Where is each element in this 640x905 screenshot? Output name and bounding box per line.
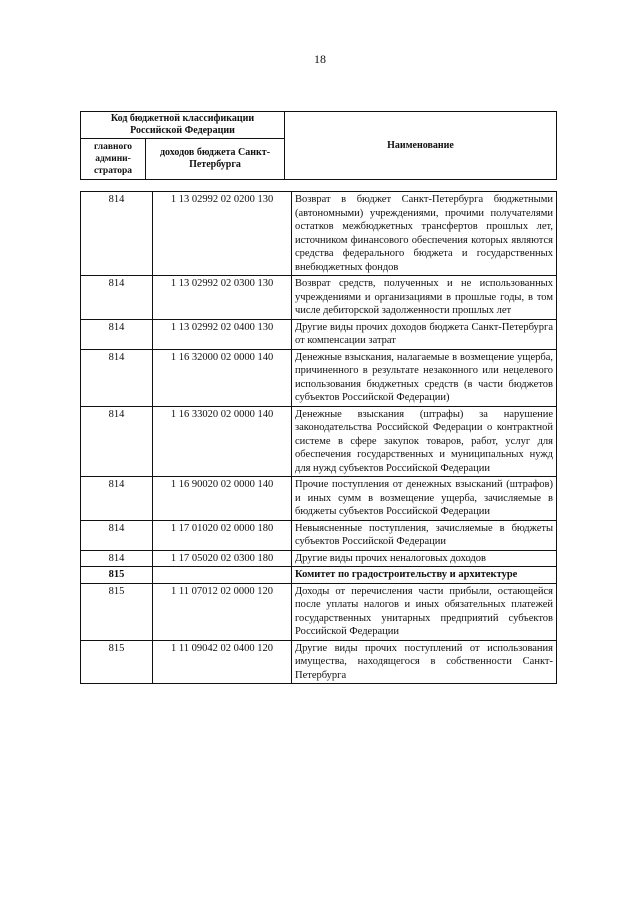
row-income-code: 1 13 02992 02 0300 130 bbox=[153, 276, 292, 320]
row-name: Комитет по градостроительству и архитектуре bbox=[292, 567, 557, 584]
header-code: доходов бюджета Санкт-Петербурга bbox=[146, 139, 285, 180]
row-name: Денежные взыскания (штрафы) за нарушение законодательства Российской Федерации о контрактной системе в сфере закупок товаров, работ, услуг для обеспечения государственных и муниципальных нужд для нужд субъектов Российской Федерации bbox=[292, 406, 557, 477]
row-admin-code: 814 bbox=[81, 276, 153, 320]
row-admin-code: 815 bbox=[81, 567, 153, 584]
row-name: Денежные взыскания, налагаемые в возмещение ущерба, причиненного в результате незаконного или нецелевого использования бюджетных средств (в части бюджетов субъектов Российской Федерации) bbox=[292, 349, 557, 406]
table-row bbox=[81, 583, 557, 640]
row-name: Другие виды прочих неналоговых доходов bbox=[292, 550, 557, 567]
row-admin-code: 814 bbox=[81, 406, 153, 477]
table-row bbox=[81, 550, 557, 567]
row-admin-code: 815 bbox=[81, 640, 153, 684]
table-row bbox=[81, 276, 557, 320]
row-income-code: 1 11 07012 02 0000 120 bbox=[153, 583, 292, 640]
row-name: Доходы от перечисления части прибыли, остающейся после уплаты налогов и иных обязательных платежей государственных унитарных предприятий субъектов Российской Федерации bbox=[292, 583, 557, 640]
table-row bbox=[81, 520, 557, 550]
row-income-code: 1 16 33020 02 0000 140 bbox=[153, 406, 292, 477]
row-income-code: 1 17 05020 02 0300 180 bbox=[153, 550, 292, 567]
row-admin-code: 814 bbox=[81, 550, 153, 567]
row-name: Прочие поступления от денежных взысканий (штрафов) и иных сумм в возмещение ущерба, зачисляемые в бюджеты субъектов Российской Федерации bbox=[292, 477, 557, 521]
table-header bbox=[80, 111, 557, 180]
row-admin-code: 814 bbox=[81, 520, 153, 550]
table-row bbox=[81, 567, 557, 584]
row-admin-code: 815 bbox=[81, 583, 153, 640]
row-admin-code: 814 bbox=[81, 477, 153, 521]
budget-code-table bbox=[80, 191, 557, 684]
header-admin: главного админи-стратора bbox=[81, 139, 146, 180]
row-admin-code: 814 bbox=[81, 319, 153, 349]
row-income-code: 1 16 32000 02 0000 140 bbox=[153, 349, 292, 406]
row-income-code: 1 13 02992 02 0400 130 bbox=[153, 319, 292, 349]
row-name: Невыясненные поступления, зачисляемые в бюджеты субъектов Российской Федерации bbox=[292, 520, 557, 550]
row-income-code: 1 11 09042 02 0400 120 bbox=[153, 640, 292, 684]
table-row bbox=[81, 477, 557, 521]
row-name: Другие виды прочих поступлений от использования имущества, находящегося в собственности Санкт-Петербурга bbox=[292, 640, 557, 684]
row-income-code: 1 16 90020 02 0000 140 bbox=[153, 477, 292, 521]
row-income-code bbox=[153, 567, 292, 584]
row-name: Возврат в бюджет Санкт-Петербурга бюджетными (автономными) учреждениями, прочими получателями остатков межбюджетных трансфертов прошлых лет, источником финансового обеспечения которых являются средства федерального бюджета и государственных внебюджетных фондов bbox=[292, 192, 557, 276]
table-row bbox=[81, 640, 557, 684]
row-income-code: 1 13 02992 02 0200 130 bbox=[153, 192, 292, 276]
row-name: Другие виды прочих доходов бюджета Санкт-Петербурга от компенсации затрат bbox=[292, 319, 557, 349]
table-row bbox=[81, 319, 557, 349]
row-admin-code: 814 bbox=[81, 192, 153, 276]
header-code-group: Код бюджетной классификации Российской Федерации bbox=[81, 112, 285, 139]
table-row bbox=[81, 406, 557, 477]
page-number: 18 bbox=[314, 52, 326, 66]
header-name: Наименование bbox=[285, 112, 557, 180]
table-row bbox=[81, 349, 557, 406]
table-row bbox=[81, 192, 557, 276]
row-name: Возврат средств, полученных и не использованных учреждениями и организациями в прошлые годы, в том числе дебиторской задолженности прошлых лет bbox=[292, 276, 557, 320]
row-income-code: 1 17 01020 02 0000 180 bbox=[153, 520, 292, 550]
row-admin-code: 814 bbox=[81, 349, 153, 406]
